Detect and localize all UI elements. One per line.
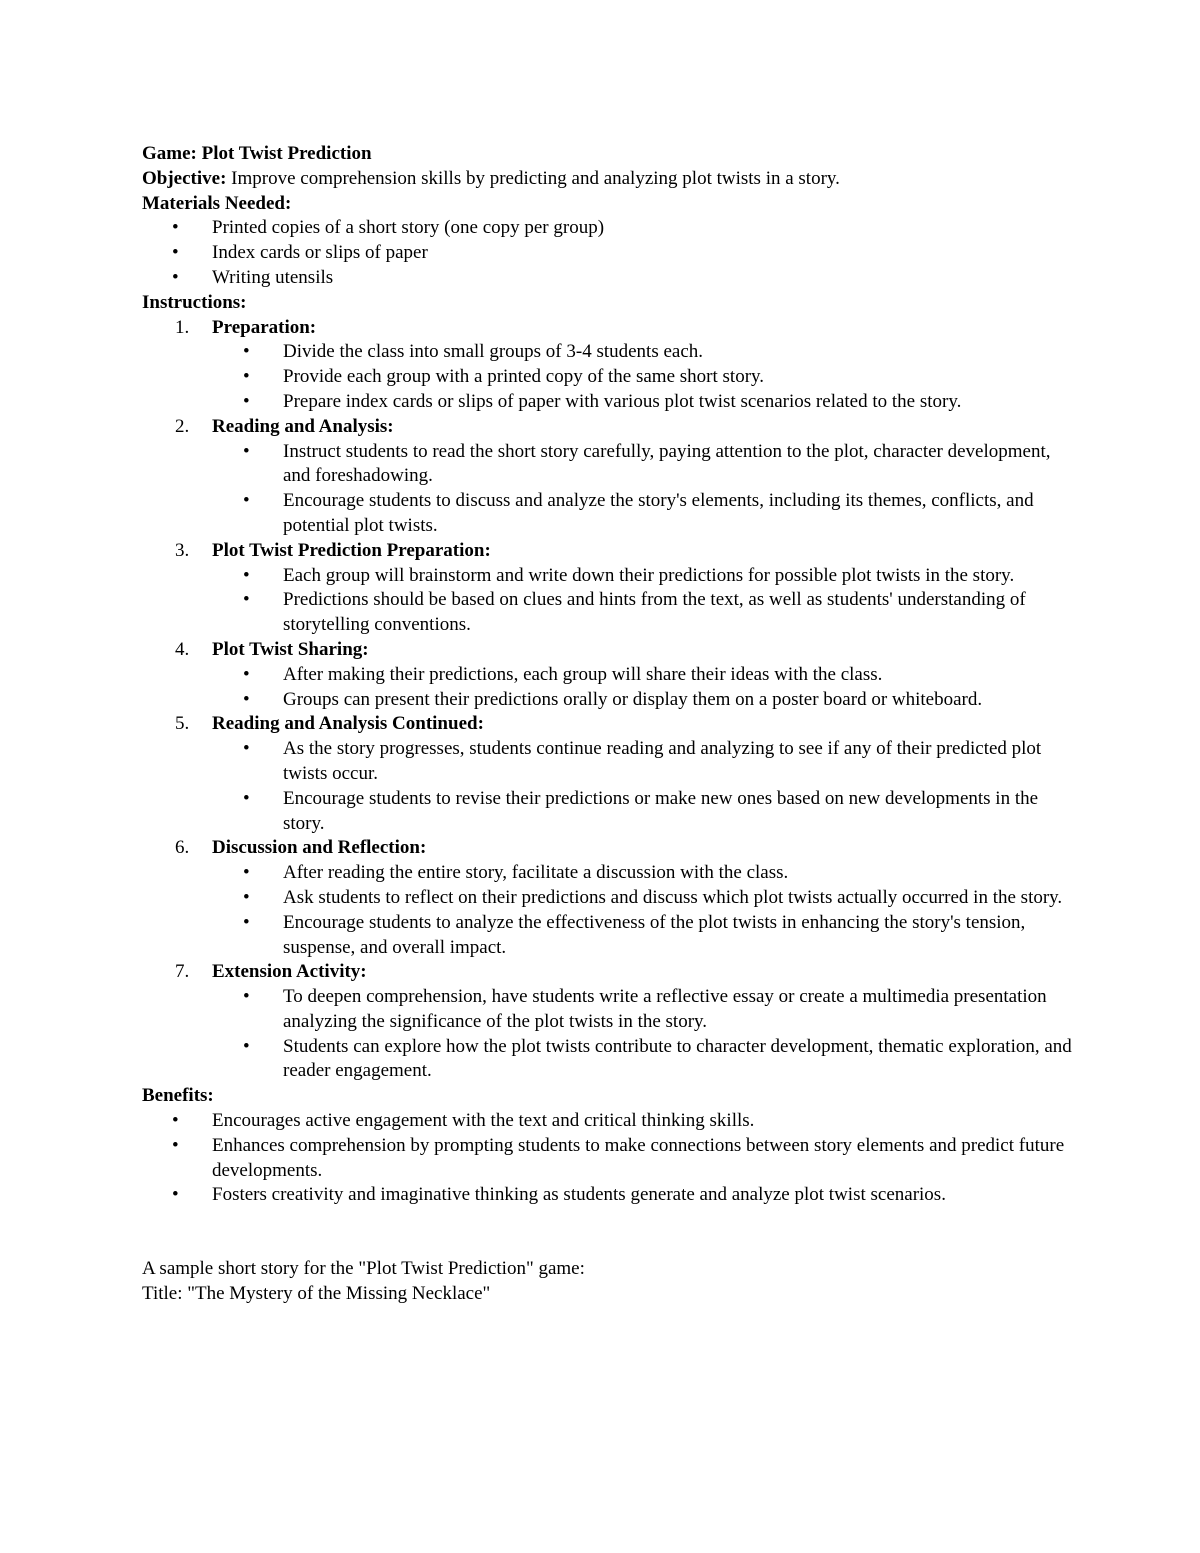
sample-title: Title: "The Mystery of the Missing Necklace" [142,1283,491,1305]
instruction-step [142,836,1072,960]
benefits-item [142,1183,1072,1208]
objective-label: Objective: [142,167,227,189]
step-bullets [142,564,1072,638]
benefits-item-text: Fosters creativity and imaginative thinking as students generate and analyze plot twist scenarios. [212,1184,946,1206]
step-bullet [142,1035,1072,1085]
step-number: 6. [175,837,190,859]
materials-item-text: Printed copies of a short story (one copy per group) [212,217,605,239]
materials-item-text: Index cards or slips of paper [212,242,428,264]
step-bullet [142,365,1072,390]
document-page [142,142,1072,1307]
bullet-icon: • [243,490,250,512]
step-bullet [142,985,1072,1035]
step-number: 5. [175,713,190,735]
objective-text: Improve comprehension skills by predicting and analyzing plot twists in a story. [226,167,840,189]
materials-list [142,216,1072,290]
instruction-step [142,415,1072,539]
step-bullet [142,737,1072,787]
game-title: Game: Plot Twist Prediction [142,143,372,164]
sample-intro: A sample short story for the "Plot Twist Prediction" game: [142,1258,585,1280]
bullet-icon: • [243,787,250,809]
benefits-item [142,1134,1072,1184]
step-bullet-text: Divide the class into small groups of 3-4 students each. [283,341,704,363]
step-title: Extension Activity: [212,961,367,983]
bullet-icon: • [243,564,250,586]
step-bullet-text: Encourage students to discuss and analyze the story's elements, including its themes, conflicts, and potential plot twists. [283,490,1034,536]
step-bullet-text: Prepare index cards or slips of paper with various plot twist scenarios related to the story. [283,390,962,412]
step-bullet [142,440,1072,490]
step-bullet [142,489,1072,539]
benefits-item-text: Enhances comprehension by prompting students to make connections between story elements and predict future developments. [212,1134,1065,1181]
step-bullet-text: Provide each group with a printed copy of the same short story. [283,366,765,388]
step-title: Preparation: [212,316,317,338]
step-bullet [142,663,1072,688]
step-bullet [142,911,1072,961]
step-bullet [142,340,1072,365]
step-title: Reading and Analysis Continued: [212,713,484,735]
benefits-heading: Benefits: [142,1085,214,1107]
step-bullet [142,688,1072,713]
step-title: Reading and Analysis: [212,415,394,437]
materials-heading: Materials Needed: [142,192,292,214]
bullet-icon: • [243,1035,250,1057]
step-bullet-text: Ask students to reflect on their predictions and discuss which plot twists actually occurred in the story. [283,886,1063,908]
bullet-icon: • [243,862,250,884]
step-title: Plot Twist Prediction Preparation: [212,539,491,561]
step-bullet-text: Encourage students to revise their predictions or make new ones based on new developments in the story. [283,787,1039,834]
materials-item [142,241,1072,266]
bullet-icon: • [172,1134,179,1156]
benefits-item-text: Encourages active engagement with the text and critical thinking skills. [212,1110,755,1132]
step-bullet-text: After reading the entire story, facilitate a discussion with the class. [283,862,789,884]
materials-item [142,216,1072,241]
bullet-icon: • [172,242,179,264]
instructions-heading: Instructions: [142,291,247,313]
step-bullets [142,985,1072,1084]
step-bullets [142,737,1072,836]
step-number: 2. [175,415,190,437]
step-bullet [142,787,1072,837]
step-bullet [142,886,1072,911]
instruction-step [142,539,1072,638]
bullet-icon: • [243,688,250,710]
step-bullets [142,663,1072,713]
bullet-icon: • [243,986,250,1008]
step-number: 4. [175,638,190,660]
bullet-icon: • [172,217,179,239]
step-bullet-text: Instruct students to read the short story carefully, paying attention to the plot, character development, and foreshadowing. [283,440,1051,487]
bullet-icon: • [243,341,250,363]
bullet-icon: • [172,1184,179,1206]
bullet-icon: • [243,663,250,685]
benefits-list [142,1109,1072,1208]
step-bullet-text: Encourage students to analyze the effectiveness of the plot twists in enhancing the story's tension, suspense, and overall impact. [283,911,1026,958]
bullet-icon: • [172,266,179,288]
step-bullets [142,340,1072,414]
step-bullet-text: Predictions should be based on clues and hints from the text, as well as students' understanding of storytelling conventions. [283,589,1026,636]
materials-item-text: Writing utensils [212,266,334,288]
step-bullet-text: After making their predictions, each group will share their ideas with the class. [283,663,883,685]
bullet-icon: • [243,886,250,908]
bullet-icon: • [172,1110,179,1132]
step-title: Discussion and Reflection: [212,837,427,859]
step-bullets [142,861,1072,960]
instruction-step [142,638,1072,712]
step-bullets [142,440,1072,539]
step-title: Plot Twist Sharing: [212,638,369,660]
step-bullet-text: Each group will brainstorm and write down their predictions for possible plot twists in the story. [283,564,1015,586]
step-bullet-text: Students can explore how the plot twists contribute to character development, thematic exploration, and reader engagement. [283,1035,1072,1082]
bullet-icon: • [243,911,250,933]
bullet-icon: • [243,366,250,388]
bullet-icon: • [243,738,250,760]
step-number: 3. [175,539,190,561]
instruction-step [142,712,1072,836]
bullet-icon: • [243,589,250,611]
instruction-step [142,316,1072,415]
blank-space [142,1208,1072,1257]
step-bullet [142,861,1072,886]
step-bullet [142,564,1072,589]
step-bullet-text: As the story progresses, students continue reading and analyzing to see if any of their predicted plot twists occur. [283,738,1042,784]
step-bullet-text: Groups can present their predictions orally or display them on a poster board or whiteboard. [283,688,983,710]
step-number: 1. [175,316,190,338]
step-bullet-text: To deepen comprehension, have students write a reflective essay or create a multimedia presentation analyzing the significance of the plot twists in the story. [283,986,1047,1032]
benefits-item [142,1109,1072,1134]
objective-line [142,167,1072,192]
step-bullet [142,390,1072,415]
step-bullet [142,588,1072,638]
bullet-icon: • [243,390,250,412]
step-number: 7. [175,961,190,983]
bullet-icon: • [243,440,250,462]
instructions-steps [142,316,1072,1085]
materials-item [142,266,1072,291]
instruction-step [142,960,1072,1084]
